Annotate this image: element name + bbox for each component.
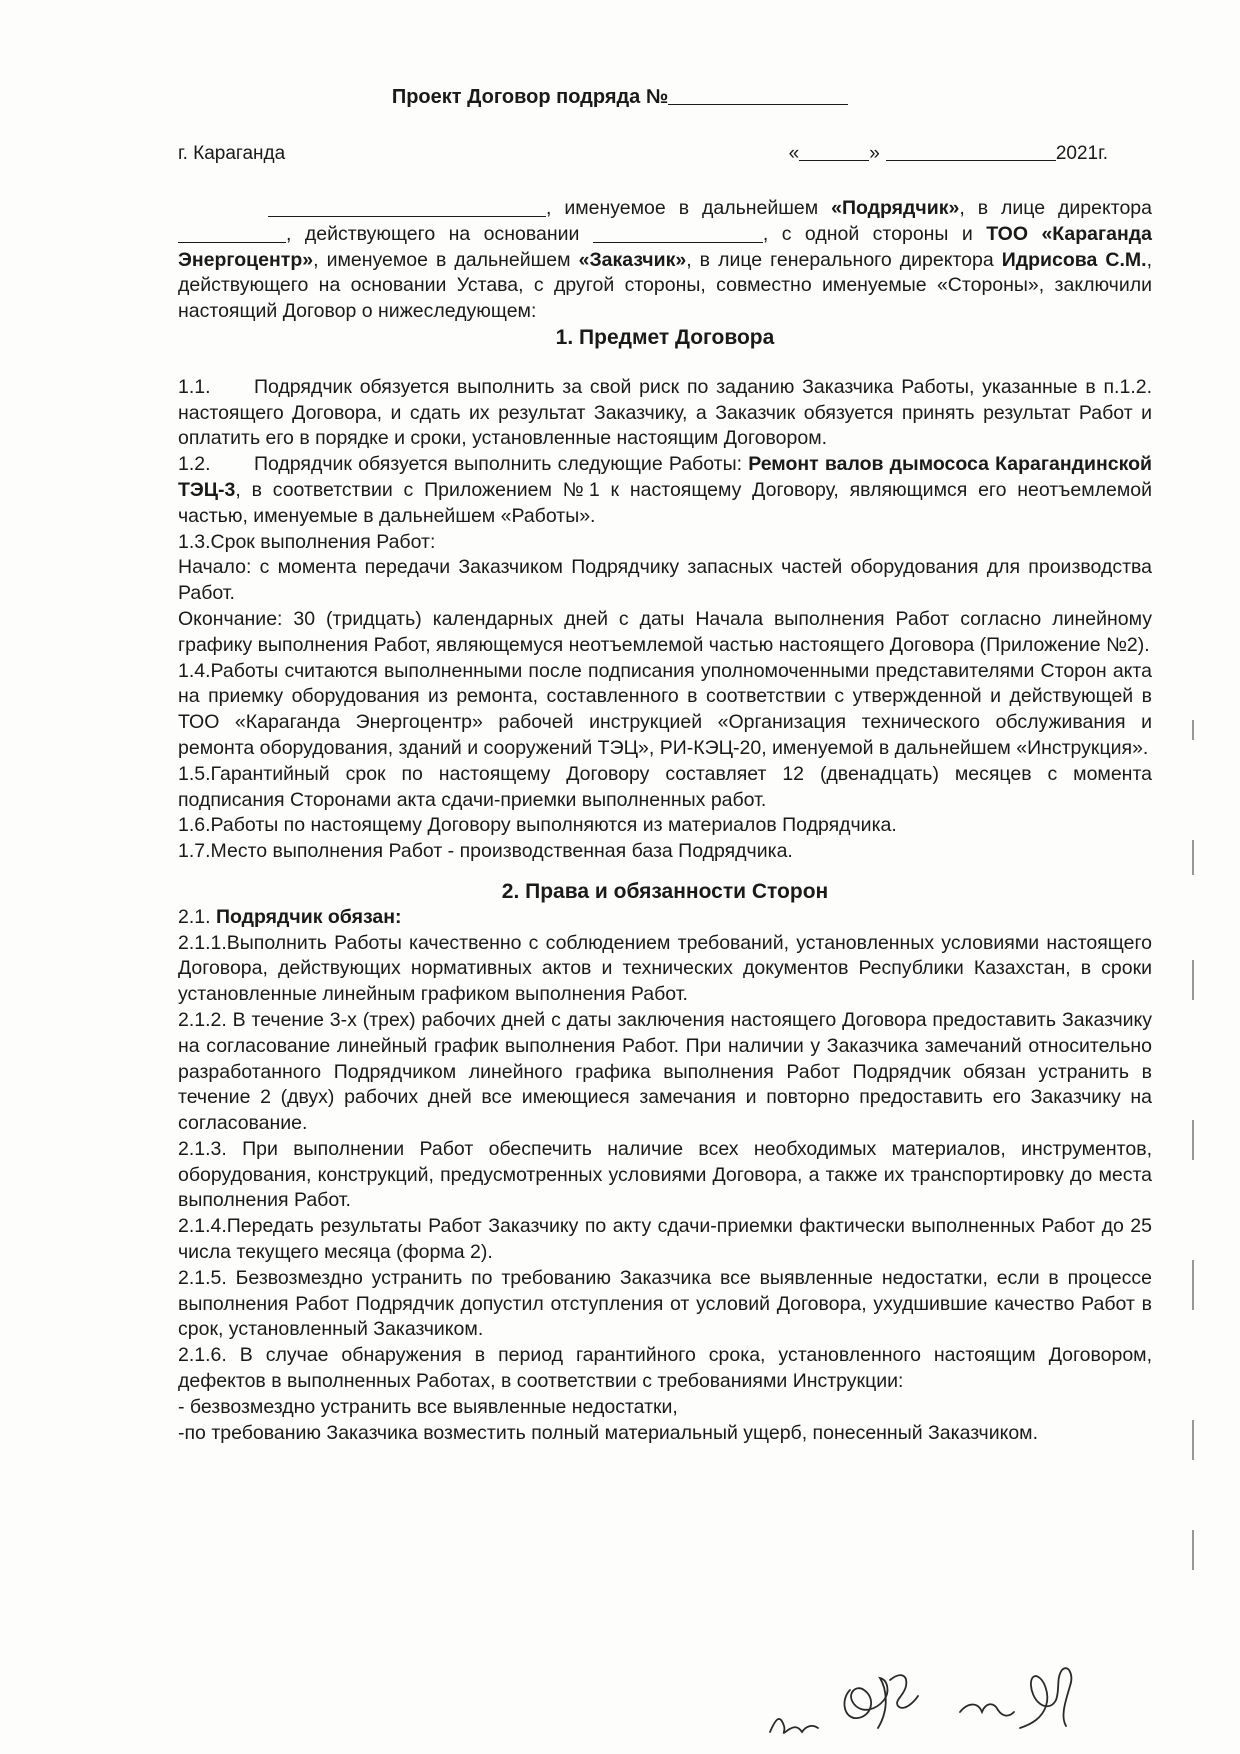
clause-1-1 <box>178 375 1152 452</box>
preamble-text-1: , именуемое в дальнейшем <box>546 197 832 219</box>
contract-body <box>178 196 1152 1446</box>
clause-2-1-6: 2.1.6. В случае обнаружения в период гарантийного срока, установленного настоящим Договором, дефектов в выполненных Работах, в соответствии с требованиями Инструкции: <box>178 1344 1152 1393</box>
preamble <box>178 196 1152 325</box>
director-name: Идрисова С.М. <box>1001 248 1147 271</box>
bullet-1: - безвозмездно устранить все выявленные недостатки, <box>178 1395 678 1418</box>
clause-1-2-number: 1.2. <box>178 453 211 476</box>
bullet-2: -по требованию Заказчика возместить полный материальный ущерб, понесенный Заказчиком. <box>178 1421 1038 1444</box>
clause-1-2-text-a: Подрядчик обязуется выполнить следующие Работы: <box>254 453 749 476</box>
clause-2-1-4: 2.1.4.Передать результаты Работ Заказчику по акту сдачи-приемки фактически выполненных Работ до 25 числа текущего месяца (форма 2). <box>178 1215 1152 1264</box>
customer-term: «Заказчик» <box>578 248 687 271</box>
clause-2-1-3: 2.1.3. При выполнении Работ обеспечить наличие всех необходимых материалов, инструментов, оборудования, конструкций, предусмотренных условиями Договора, а также их транспортировку до места выполнения Работ. <box>178 1137 1152 1212</box>
clause-1-1-text: Подрядчик обязуется выполнить за свой риск по заданию Заказчика Работы, указанные в п.1.2. настоящего Договора, и сдать их результат Заказчику, а Заказчик обязуется принять результат Работ и оплатить его в порядке и сроки, установленные настоящим Договором. <box>178 375 1152 450</box>
customer-company: ТОО «Караганда Энергоцентр» <box>178 222 1152 271</box>
contractor-term: «Подрядчик» <box>831 197 960 219</box>
date-quote-close: » <box>869 143 880 164</box>
preamble-text-7: , действующего на основании Устава, с другой стороны, совместно именуемые «Стороны», заключили настоящий Договор о нижеследующем: <box>178 248 1152 323</box>
preamble-text-5: , именуемое в дальнейшем <box>313 248 579 271</box>
section-1-title: 1. Предмет Договора <box>555 325 775 349</box>
clause-1-6: 1.6.Работы по настоящему Договору выполняются из материалов Подрядчика. <box>178 814 897 837</box>
date-field <box>789 143 1108 165</box>
preamble-text-6: , в лице генерального директора <box>686 248 1002 271</box>
clause-2-1-heading: Подрядчик обязан: <box>215 905 402 928</box>
day-blank <box>799 144 869 161</box>
preamble-text-3: , действующего на основании <box>286 222 593 245</box>
city-date-line <box>178 143 1108 165</box>
clause-1-2-text-b: , в соответствии с Приложением №1 к настоящему Договору, являющимся его неотъемлемой частью, именуемые в дальнейшем «Работы». <box>178 478 1152 527</box>
clause-2-1-1: 2.1.1.Выполнить Работы качественно с соблюдением требований, установленных условиями настоящего Договора, действующих нормативных актов и технических документов Республики Казахстан, в сроки установленные линейным графиком выполнения Работ. <box>178 931 1152 1006</box>
clause-1-3: 1.3.Срок выполнения Работ: <box>178 530 436 553</box>
preamble-text-2: , в лице директора <box>959 197 1152 219</box>
document-title-text: Проект Договор подряда № <box>391 86 669 108</box>
clause-1-5: 1.5.Гарантийный срок по настоящему Договору составляет 12 (двенадцать) месяцев с момента подписания Сторонами акта сдачи-приемки выполненных работ. <box>178 762 1152 811</box>
basis-blank <box>593 224 763 243</box>
document-title <box>0 86 1240 109</box>
date-year: 2021г. <box>1055 143 1108 164</box>
city-label: г. Караганда <box>178 143 286 164</box>
clause-2-1-number: 2.1. <box>178 905 216 928</box>
section-2-title: 2. Права и обязанности Сторон <box>501 879 829 903</box>
preamble-text-4: , с одной стороны и <box>762 222 987 245</box>
signature-mark-icon <box>740 1640 1120 1750</box>
clause-1-1-number: 1.1. <box>178 375 211 398</box>
date-quote-open: « <box>788 143 800 164</box>
spacer <box>178 351 1152 375</box>
clause-1-3-start: Начало: с момента передачи Заказчиком Подрядчику запасных частей оборудования для производства Работ. <box>178 556 1152 605</box>
clause-2-1-2: 2.1.2. В течение 3-х (трех) рабочих дней с даты заключения настоящего Договора предоставить Заказчику на согласование линейный график выполнения Работ. При наличии у Заказчика замечаний относительно разработанного Подрядчиком линейного графика выполнения Работ Подрядчик обязан устранить в течение 2 (двух) рабочих дней все имеющиеся замечания и повторно предоставить его Заказчику на согласование. <box>178 1008 1152 1135</box>
contractor-name-blank <box>268 198 546 217</box>
month-blank <box>886 144 1056 161</box>
clause-2-1 <box>178 905 1152 931</box>
spacer <box>178 865 1152 879</box>
clause-2-1-5: 2.1.5. Безвозмездно устранить по требованию Заказчика все выявленные недостатки, если в процессе выполнения Работ Подрядчик допустил отступления от условий Договора, ухудшившие качество Работ в срок, установленный Заказчиком. <box>178 1266 1152 1341</box>
contract-number-blank <box>668 86 848 105</box>
clause-1-7: 1.7.Место выполнения Работ - производственная база Подрядчика. <box>178 840 793 863</box>
clause-1-2 <box>178 452 1152 529</box>
clause-1-4: 1.4.Работы считаются выполненными после подписания уполномоченными представителями Сторон акта на приемку оборудования из ремонта, составленного в соответствии с утвержденной и действующей в ТОО «Караганда Энергоцентр» рабочей инструкцией «Организация технического обслуживания и ремонта оборудования, зданий и сооружений ТЭЦ», РИ-КЭЦ-20, именуемой в дальнейшем «Инструкция». <box>178 659 1152 759</box>
clause-1-2-works: Ремонт валов дымососа Карагандинской ТЭЦ-3 <box>178 453 1152 501</box>
clause-1-3-end: Окончание: 30 (тридцать) календарных дней с даты Начала выполнения Работ согласно линейному графику выполнения Работ, являющемуся неотъемлемой частью настоящего Договора (Приложение №2). <box>178 607 1152 656</box>
scan-edge-marks <box>1190 700 1196 1600</box>
director-name-blank <box>178 224 286 243</box>
